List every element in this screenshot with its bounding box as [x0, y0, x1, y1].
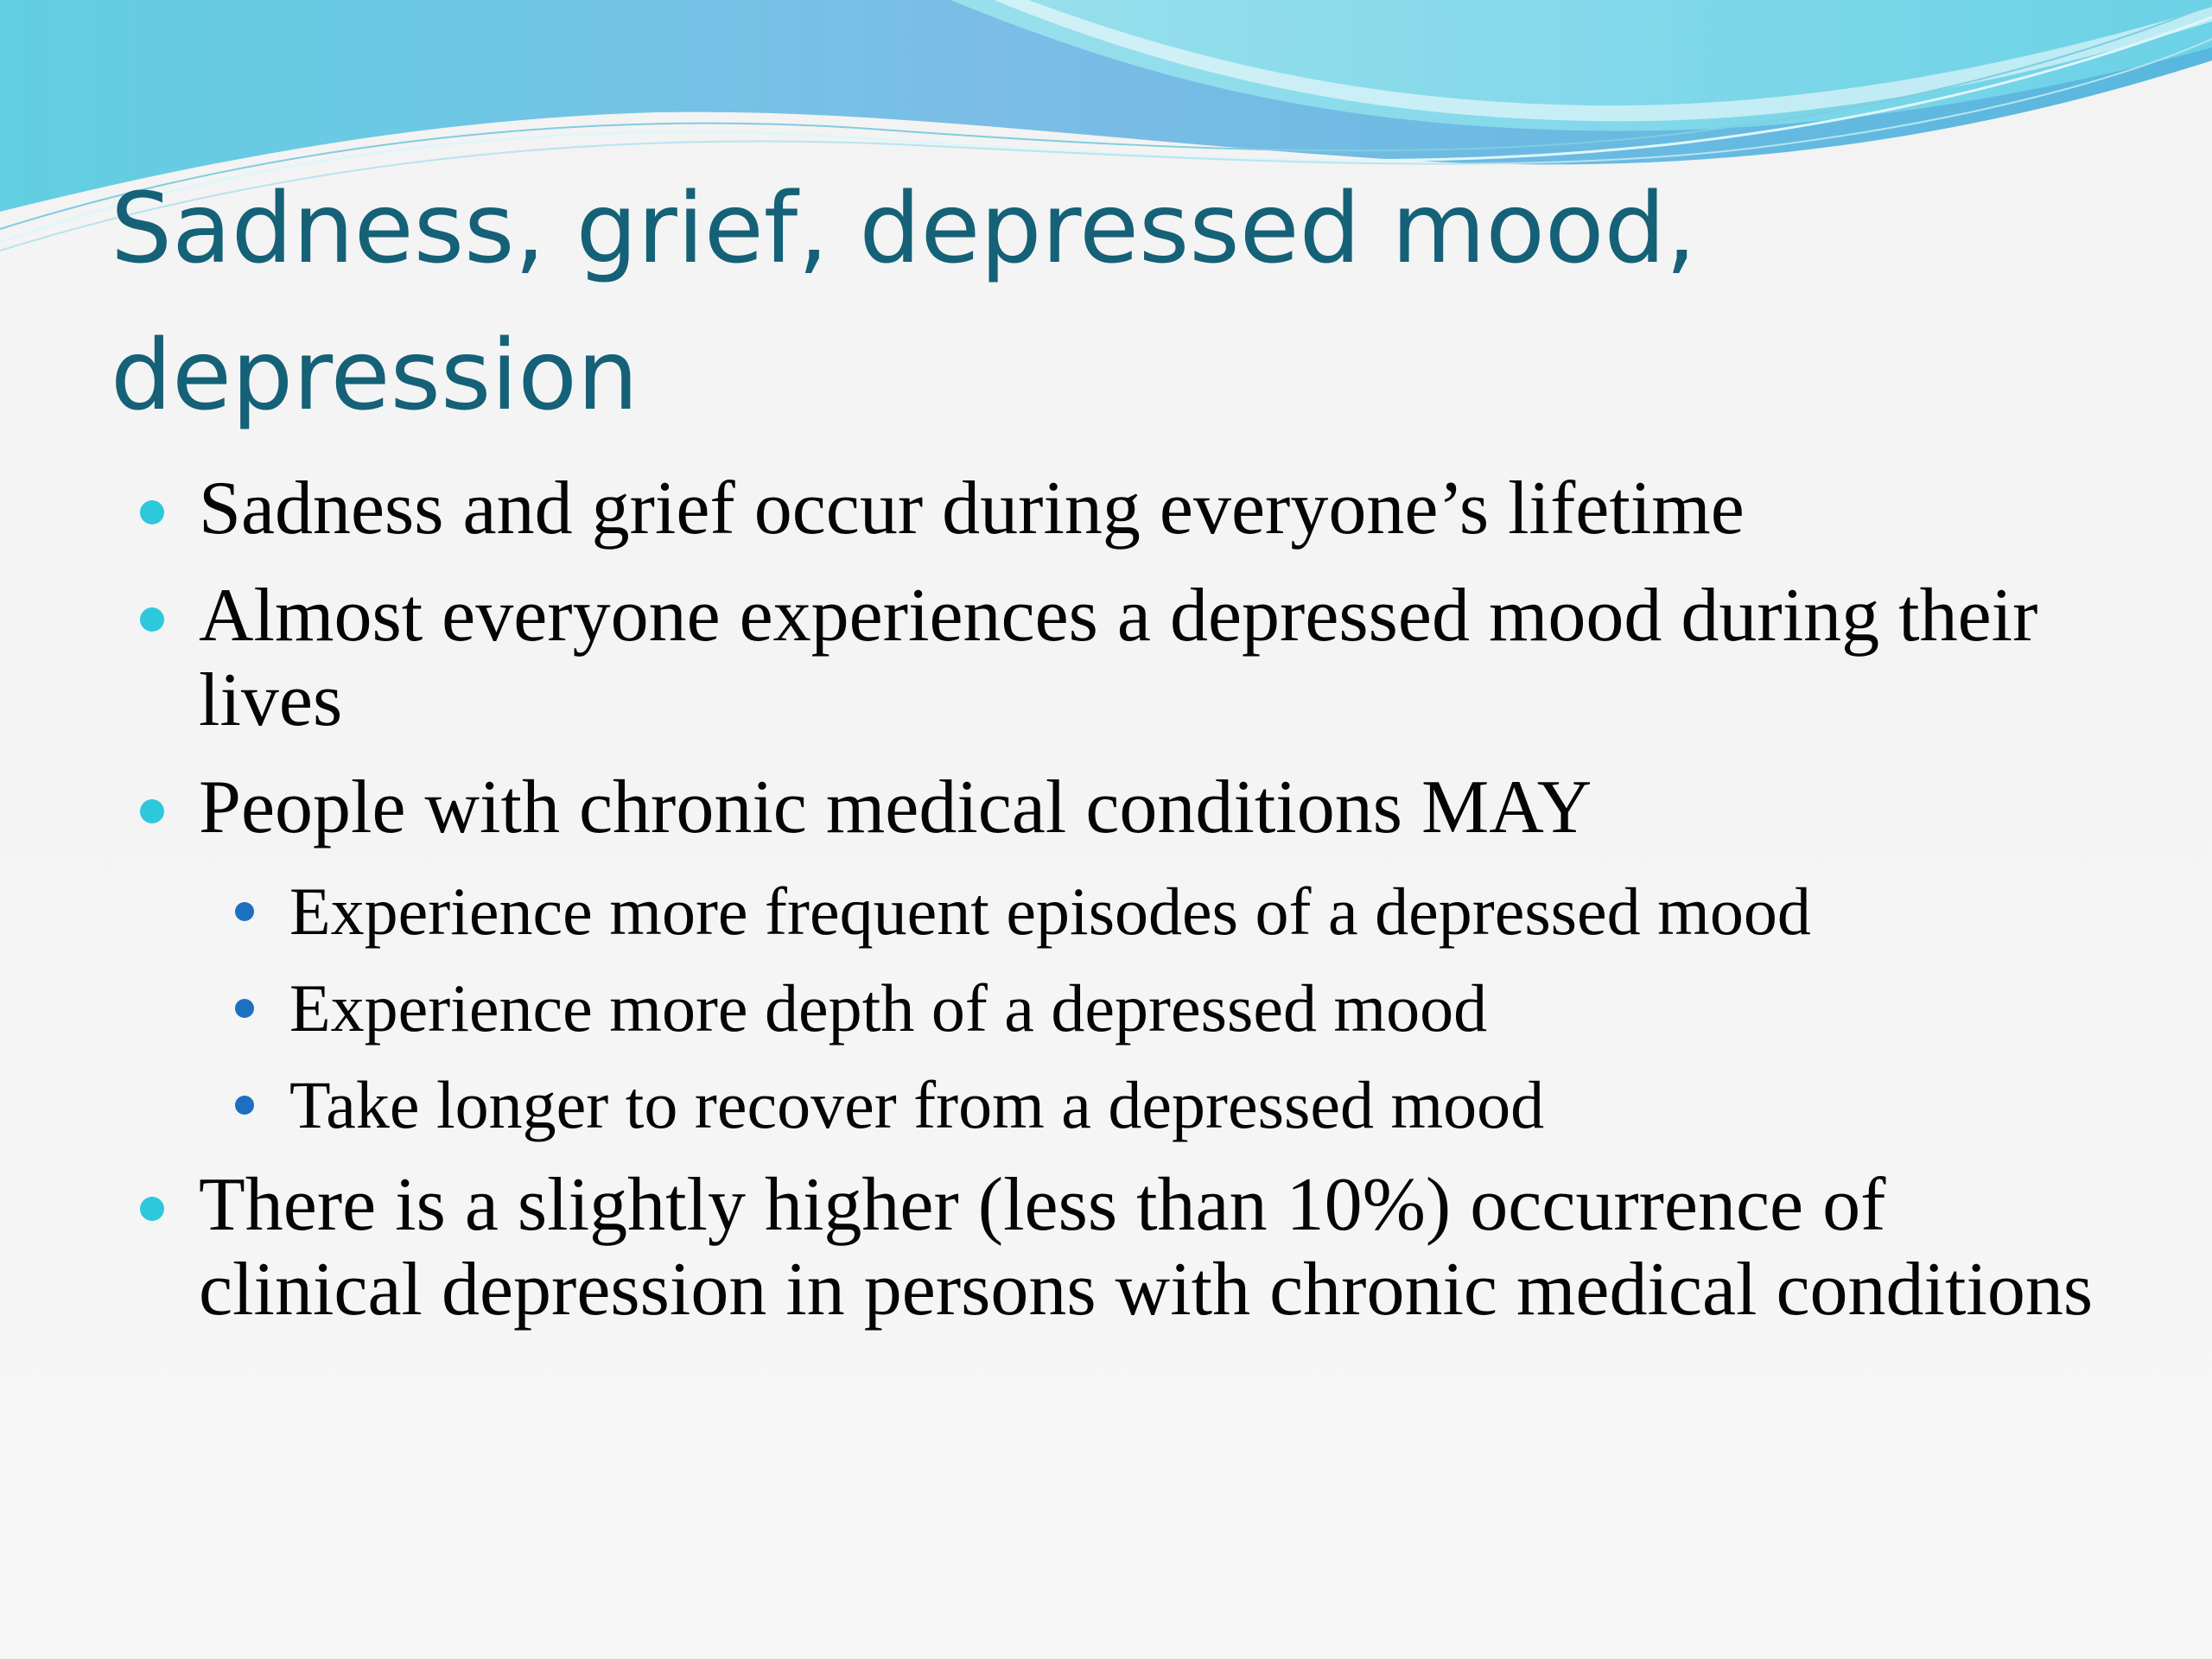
sub-bullet-item	[289, 969, 2147, 1047]
bullet-dot-icon	[140, 607, 164, 632]
bullet-dot-icon	[140, 799, 164, 823]
slide-title: Sadness, grief, depressed mood, depression	[111, 173, 1697, 432]
bullet-item	[199, 574, 2100, 743]
bullet-text: Sadness and grief occur during everyone’s lifetime	[199, 467, 1745, 550]
bullet-item	[199, 467, 2100, 551]
bullet-dot-icon	[140, 1197, 164, 1221]
bullet-text: There is a slightly higher (less than 10%) occurrence of clinical depression in persons with chronic medical conditions	[199, 1163, 2094, 1332]
bullet-list	[0, 467, 2212, 1355]
sub-bullet-item	[289, 873, 2147, 950]
bullet-text: People with chronic medical conditions MAY	[199, 766, 1592, 849]
bullet-item	[199, 1163, 2100, 1332]
bullet-text: Almost everyone experiences a depressed mood during their lives	[199, 574, 2038, 742]
sub-bullet-text: Take longer to recover from a depressed mood	[289, 1067, 1545, 1142]
sub-bullet-item	[289, 1066, 2147, 1144]
sub-bullet-text: Experience more frequent episodes of a depressed mood	[289, 874, 1811, 949]
sub-bullet-dot-icon	[235, 999, 254, 1018]
sub-bullet-dot-icon	[235, 1096, 254, 1115]
sub-bullet-dot-icon	[235, 902, 254, 921]
bullet-dot-icon	[140, 500, 164, 524]
sub-bullet-text: Experience more depth of a depressed mood	[289, 970, 1488, 1046]
bullet-item	[199, 766, 2100, 850]
